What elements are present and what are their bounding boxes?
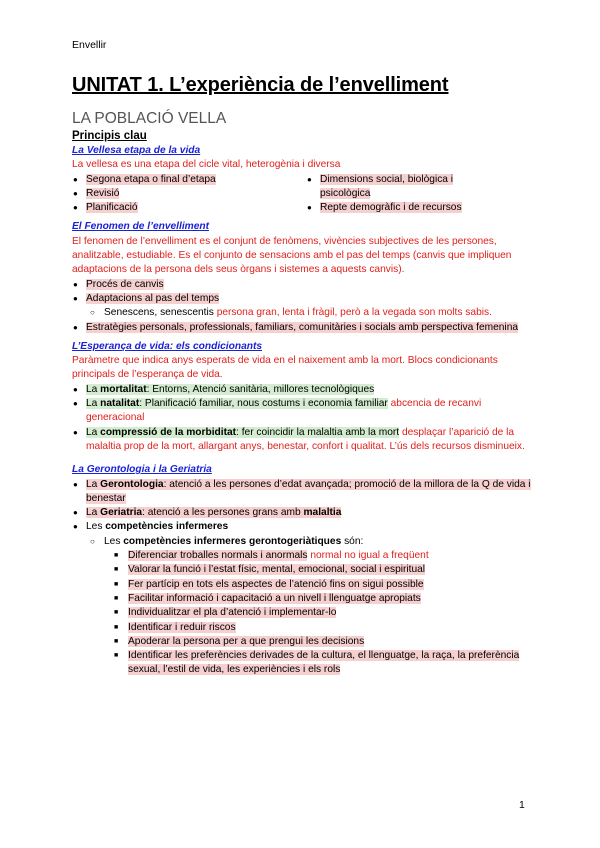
page-header: Envellir [72,39,107,51]
sub-list-item: ○ Senescens, senescentis persona gran, lenta i fràgil, però a la vegada son molts sabis. [90,306,542,320]
vellesa-list-left [72,173,306,216]
document-title: UNITAT 1. L’experiència de l’envelliment [72,74,449,96]
vellesa-list-right [306,173,476,216]
list-item: ● La natalitat: Planificació familiar, nous costums i economia familiar abcencia de recanvi generacional [72,397,542,426]
esperanca-list [72,383,542,454]
fenomen-heading: El Fenomen de l’envelliment [72,221,209,233]
list-item: ● Dimensions social, biològica i psicològica [306,173,476,202]
fenomen-intro: El fenomen de l’envelliment es el conjunt de fenòmens, vivències subjectives de les persones, analitzable, estudiable. Es el conjunto de sensacions amb el pas del temps (canvis que impliquen adaptacions de la persona dels seus òrgans i sistemes a aquests canvis). [72,235,512,276]
competence-item: ■ Fer partícip en tots els aspectes de l’atenció fins on sigui possible [114,578,542,592]
competence-item: ■ Facilitar informació i capacitació a un nivell i llenguatge apropiats [114,592,542,606]
esperanca-intro: Paràmetre que indica anys esperats de vida en el naixement amb la mort. Blocs condicionants principals de l’esperança de vida. [72,355,498,381]
list-item: ● Estratègies personals, professionals, familiars, comunitàries i socials amb perspectiva femenina [72,321,542,335]
list-item: ● Les competències infermeres [72,520,542,534]
list-item: ● Segona etapa o final d’etapa [72,173,306,187]
sub-list-item: ○ Les competències infermeres gerontogeriàtiques són: [90,535,542,549]
section-heading: LA POBLACIÓ VELLA [72,110,227,127]
list-item: ● Adaptacions al pas del temps [72,292,542,306]
list-item: ● Procés de canvis [72,278,542,292]
list-item: ● Revisió [72,187,306,201]
list-item: ● Repte demogràfic i de recursos [306,201,476,215]
list-item: ● La Geriatria: atenció a les persones grans amb malaltia [72,506,542,520]
vellesa-columns [72,173,542,216]
page-number: 1 [519,799,525,811]
competence-item: ■ Valorar la funció i l’estat físic, mental, emocional, social i espiritual [114,563,542,577]
list-item: ● La mortalitat: Entorns, Atenció sanitària, millores tecnològiques [72,383,542,397]
competence-item: ■ Apoderar la persona per a que prengui les decisions [114,635,542,649]
competence-item: ■ Individualitzar el pla d’atenció i implementar-lo [114,606,542,620]
competence-item: ■ Identificar les preferències derivades de la cultura, el llenguatge, la raça, la preferència sexual, l’estil de vida, les experiències i els rols [114,649,542,678]
fenomen-list [72,278,542,335]
vellesa-heading: La Vellesa etapa de la vida [72,145,201,156]
gerontologia-heading: La Gerontologia i la Geriatria [72,464,212,476]
document-body [72,129,542,678]
esperanca-heading: L’Esperança de vida: els condicionants [72,340,263,352]
gerontologia-list [72,478,542,678]
list-item: ● La compressió de la morbiditat: fer coincidir la malaltia amb la mort desplaçar l’aparició de la malaltia prop de la mort, allargant anys, benestar, confort i qualitat. L’ús dels recursos disminueix. [72,426,542,455]
list-item: ● Planificació [72,201,306,215]
subsection-heading: Principis clau [72,130,147,142]
competence-item: ■ Diferenciar troballes normals i anormals normal no igual a freqüent [114,549,542,563]
vellesa-intro: La vellesa es una etapa del cicle vital, heterogènia i diversa [72,159,341,171]
competence-item: ■ Identificar i reduir riscos [114,621,542,635]
list-item: ● La Gerontologia: atenció a les persones d’edat avançada; promoció de la millora de la Q de vida i benestar [72,478,542,507]
